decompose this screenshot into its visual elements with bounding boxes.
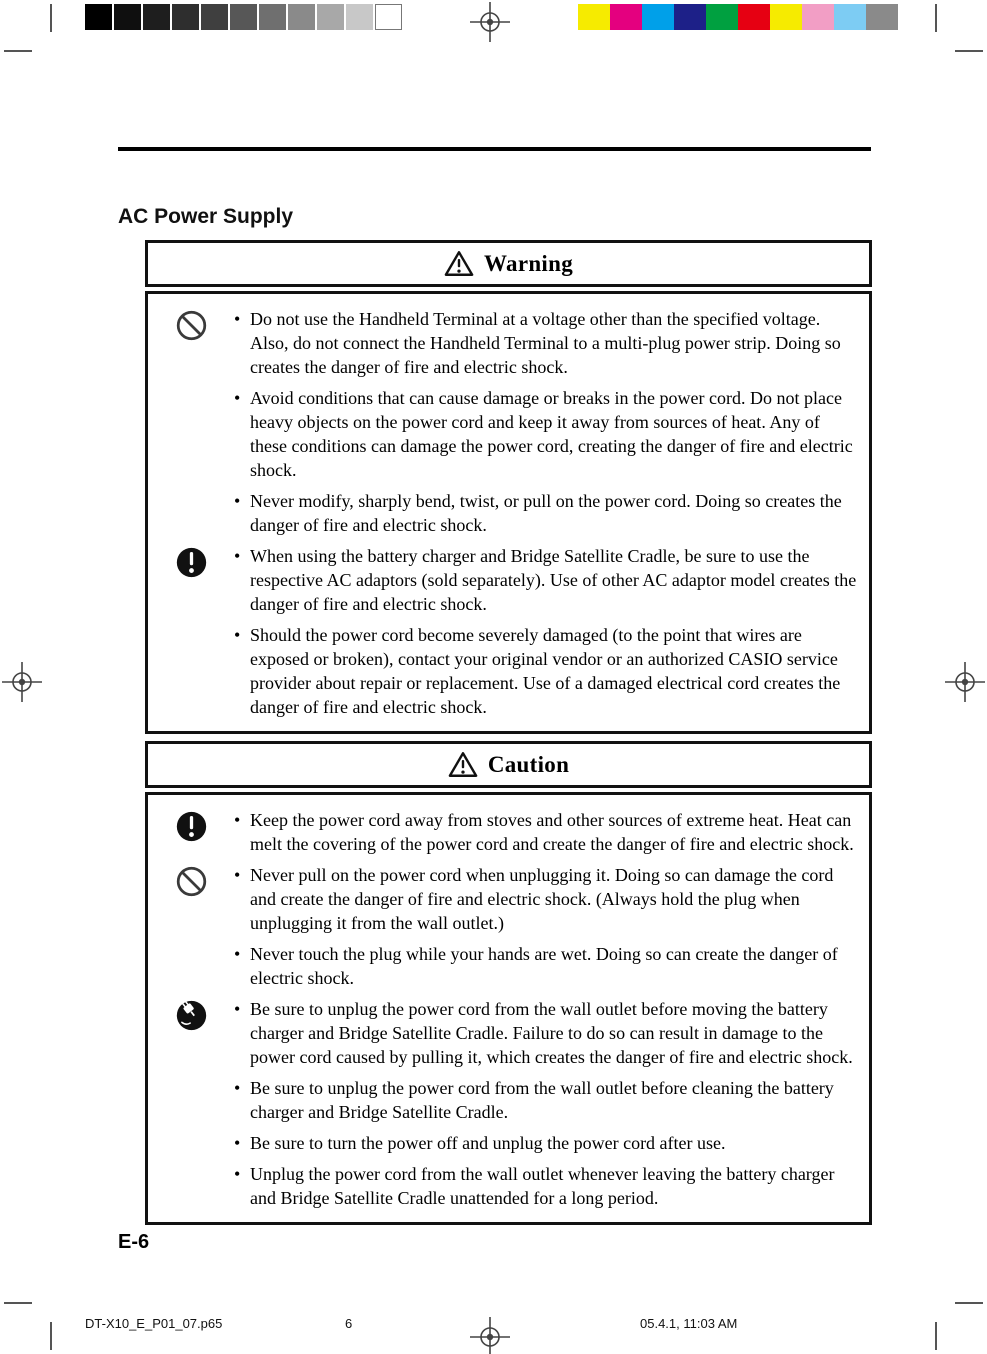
warning-item (148, 386, 863, 482)
bullet: • (234, 944, 241, 964)
bullet: • (234, 999, 241, 1019)
page-number: E-6 (118, 1231, 150, 1253)
grayscale-calibration-bar (85, 4, 402, 30)
footer-sheet-number: 6 (345, 1316, 353, 1331)
caution-title: Caution (487, 751, 570, 777)
caution-item (148, 942, 863, 990)
caution-text: Keep the power cord away from stoves and other sources of extreme heat. Heat can melt the covering of the power cord and create the danger of fire and electric shock. (250, 810, 854, 854)
caution-item (148, 808, 863, 856)
top-rule (118, 147, 871, 151)
footer-timestamp: 05.4.1, 11:03 AM (640, 1316, 738, 1331)
warning-body (145, 291, 872, 734)
crop-mark (4, 1302, 32, 1304)
crop-mark (50, 4, 52, 32)
unplug-icon (175, 999, 208, 1032)
page-title: AC Power Supply (118, 205, 294, 228)
warning-triangle-icon (448, 751, 478, 778)
crop-mark (50, 1322, 52, 1350)
warning-section (118, 240, 871, 734)
caution-text: Be sure to turn the power off and unplug the power cord after use. (250, 1133, 726, 1153)
warning-item (148, 544, 863, 616)
warning-text: Should the power cord become severely damaged (to the point that wires are exposed or broken), contact your original vendor or an authorized CASIO service provider about repair or replacement. Use of a damaged electrical cord creates the danger of fire and electric shock. (250, 625, 841, 717)
bullet: • (234, 1078, 241, 1098)
crop-mark (935, 1322, 937, 1350)
warning-text: When using the battery charger and Bridge Satellite Cradle, be sure to use the respective AC adaptors (sold separately). Use of other AC adaptor model creates the danger of fire and electric shock. (250, 546, 857, 614)
caution-item (148, 863, 863, 935)
crop-mark (955, 50, 983, 52)
warning-item (148, 489, 863, 537)
warning-header (145, 240, 872, 287)
page-content (118, 147, 871, 1254)
bullet: • (234, 1133, 241, 1153)
warning-text: Never modify, sharply bend, twist, or pull on the power cord. Doing so creates the danger of fire and electric shock. (250, 491, 842, 535)
bullet: • (234, 810, 241, 830)
warning-title: Warning (483, 250, 573, 276)
caution-text: Be sure to unplug the power cord from the wall outlet before cleaning the battery charger and Bridge Satellite Cradle. (250, 1078, 834, 1122)
exclamation-icon (175, 546, 208, 579)
bullet: • (234, 388, 241, 408)
prohibition-icon (175, 865, 208, 898)
bullet: • (234, 865, 241, 885)
crop-mark (4, 50, 32, 52)
caution-item (148, 1076, 863, 1124)
warning-text: Avoid conditions that can cause damage or breaks in the power cord. Do not place heavy objects on the power cord and keep it away from sources of heat. Any of these conditions can damage the power cord, creating the danger of fire and electric shock. (250, 388, 853, 480)
bullet: • (234, 1164, 241, 1184)
registration-mark-icon (945, 662, 985, 702)
caution-text: Never pull on the power cord when unplugging it. Doing so can damage the cord and create the danger of fire and electric shock. (Always hold the plug when unplugging it from the wall outlet.) (250, 865, 834, 933)
footer-file-name: DT-X10_E_P01_07.p65 (85, 1316, 223, 1331)
caution-text: Be sure to unplug the power cord from the wall outlet before moving the battery charger and Bridge Satellite Cradle. Failure to do so can result in damage to the power cord caused by pulling it, which creates the danger of fire and electric shock. (250, 999, 853, 1067)
warning-item (148, 623, 863, 719)
caution-item (148, 997, 863, 1069)
caution-section (118, 741, 871, 1225)
registration-mark-icon (470, 1317, 510, 1354)
bullet: • (234, 625, 241, 645)
caution-header (145, 741, 872, 788)
bullet: • (234, 491, 241, 511)
caution-text: Never touch the plug while your hands are wet. Doing so can create the danger of electric shock. (250, 944, 838, 988)
crop-mark (935, 4, 937, 32)
caution-text: Unplug the power cord from the wall outlet whenever leaving the battery charger and Bridge Satellite Cradle unattended for a long period. (250, 1164, 835, 1208)
bullet: • (234, 546, 241, 566)
crop-mark (955, 1302, 983, 1304)
registration-mark-icon (470, 2, 510, 42)
caution-item (148, 1162, 863, 1210)
bullet: • (234, 309, 241, 329)
warning-text: Do not use the Handheld Terminal at a voltage other than the specified voltage. Also, do not connect the Handheld Terminal to a multi-plug power strip. Doing so creates the danger of fire and electric shock. (250, 309, 841, 377)
color-calibration-bar (578, 4, 898, 30)
exclamation-icon (175, 810, 208, 843)
caution-item (148, 1131, 863, 1155)
prohibition-icon (175, 309, 208, 342)
registration-mark-icon (2, 662, 42, 702)
caution-body (145, 792, 872, 1225)
warning-item (148, 307, 863, 379)
warning-triangle-icon (444, 250, 474, 277)
